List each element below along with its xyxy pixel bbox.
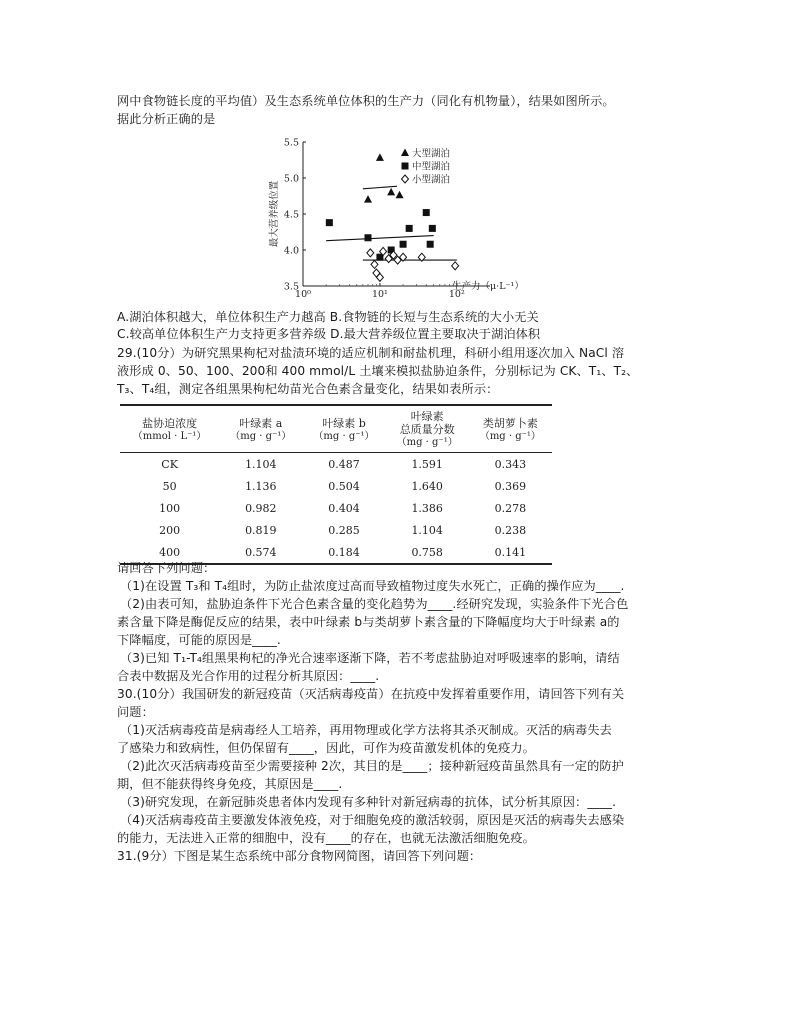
data-point-series-1 (429, 225, 436, 232)
q29-stem-line-2: 液形成 0、50、100、200和 400 mmol/L 土壤来模拟盐胁迫条件，分别标记为 CK、T₁、T₂、 (117, 364, 639, 378)
data-point-series-1 (406, 225, 413, 232)
header-main: 盐协迫浓度 (142, 416, 198, 430)
q30-sub-4-line-2: 的能力，无法进入正常的细胞中，没有____的存在，也就无法激活细胞免疫。 (117, 831, 535, 845)
x-tick-label: 10¹ (371, 289, 388, 300)
table-header-row (120, 405, 552, 453)
trend-line-series-1 (326, 236, 434, 241)
table-cell: 1.386 (411, 501, 443, 515)
table-cell: 0.238 (494, 523, 527, 537)
data-point-series-1 (365, 234, 372, 241)
table-row (120, 497, 552, 519)
header-unit: （mmol · L⁻¹） (132, 430, 207, 442)
pigment-table-wrap (120, 404, 552, 565)
header-main-2: 总质量分数 (399, 423, 455, 436)
table-cell: 1.591 (411, 457, 443, 471)
data-point-series-1 (400, 241, 407, 248)
table-cell: 0.369 (494, 479, 527, 493)
q29-sub-2-line-2: 素含量下降是酶促反应的结果，表中叶绿素 b与类胡萝卜素含量的下降幅度均大于叶绿素 a的 (117, 615, 620, 629)
header-main: 叶绿素 b (322, 416, 366, 430)
data-point-series-1 (423, 209, 430, 216)
x-tick-label: 10² (448, 289, 465, 300)
table-cell: 0.343 (494, 457, 527, 471)
table-cell: 0.758 (411, 545, 443, 559)
y-tick-label: 4.0 (283, 245, 299, 257)
q30-sub-3: （3)研究发现，在新冠肺炎患者体内发现有多种针对新冠病毒的抗体，试分析其原因：____. (120, 795, 617, 809)
header-unit: （mg · g⁻¹） (479, 430, 541, 442)
legend-label: 大型湖泊 (412, 148, 451, 160)
table-row (120, 519, 552, 541)
table-header-chl-b (302, 405, 385, 453)
header-unit: （mg · g⁻¹） (230, 430, 292, 442)
scatter-chart (265, 136, 524, 306)
legend-marker (402, 163, 409, 170)
table-cell: 0.982 (245, 501, 277, 515)
data-point-series-2 (371, 260, 378, 268)
q29-sub-3-line-2: 合表中数据及光合作用的过程分析其原因：____. (117, 669, 380, 683)
q29-sub-1: （1)在设置 T₃和 T₄组时，为防止盐浓度过高而导致植物过度失水死亡，正确的操作应为____. (120, 579, 625, 593)
data-point-series-2 (367, 249, 374, 257)
q31-stem: 31.(9分）下图是某生态系统中部分食物网简图，请回答下列问题： (117, 849, 482, 863)
q30-sub-1-line-2: 了感染力和致病性，但仍保留有____，因此，可作为疫苗激发机体的免疫力。 (117, 741, 535, 755)
table-cell: 50 (162, 479, 177, 493)
header-unit: （mg · g⁻¹） (313, 430, 375, 442)
trend-line-series-0 (363, 186, 402, 189)
options-line-2: C.较高单位体积生产力支持更多营养级 D.最大营养级位置主要取决于湖泊体积 (117, 327, 541, 341)
table-header-salt (120, 405, 219, 453)
table-header-carotenoid (469, 405, 552, 453)
data-point-series-0 (387, 188, 395, 196)
q29-stem-line-3: T₃、T₄组，测定各组黑果枸杞幼苗光合色素含量变化，结果如表所示： (117, 382, 499, 396)
q29-stem-line-1: 29.(10分）为研究黑果枸杞对盐渍环境的适应机制和耐盐机理，科研小组用逐次加入 NaCl 溶 (117, 346, 625, 360)
table-cell: 0.404 (328, 501, 360, 515)
y-axis-label: 最大营养级位置 (269, 180, 280, 248)
legend-label: 小型湖泊 (412, 174, 451, 186)
y-tick-label: 5.5 (283, 137, 299, 149)
table-cell: 0.278 (494, 501, 527, 515)
table-cell: 1.104 (411, 523, 443, 537)
table-cell: 1.640 (411, 479, 443, 493)
scatter-chart-figure (265, 136, 524, 306)
q30-stem-line-1: 30.(10分）我国研发的新冠疫苗（灭活病毒疫苗）在抗疫中发挥着重要作用，请回答下列有关 (117, 687, 625, 701)
pigment-table (120, 404, 552, 565)
table-cell: 0.487 (328, 457, 360, 471)
table-cell: CK (161, 457, 178, 471)
q30-sub-1-line-1: （1)灭活病毒疫苗是病毒经人工培养，再用物理或化学方法将其杀灭制成。灭活的病毒失去 (120, 723, 612, 737)
y-tick-label: 3.5 (283, 281, 299, 293)
data-point-series-2 (452, 262, 459, 270)
table-cell: 1.104 (245, 457, 277, 471)
x-tick-label: 10⁰ (295, 289, 311, 300)
table-header-chl-a (219, 405, 302, 453)
q30-sub-2-line-1: （2)此次灭活病毒疫苗至少需要接种 2次，其目的是____；接种新冠疫苗虽然具有一定的防护 (120, 759, 624, 773)
q29-sub-2-line-3: 下降幅度，可能的原因是____. (117, 633, 281, 647)
table-cell: 200 (159, 523, 181, 537)
x-axis-label: 生产力（μ·L⁻¹） (452, 281, 524, 292)
table-cell: 100 (159, 501, 181, 515)
options-line-1: A.湖泊体积越大，单位体积生产力越高 B.食物链的长短与生态系统的大小无关 (117, 310, 539, 324)
table-row (120, 475, 552, 497)
y-tick-label: 5.0 (283, 173, 299, 185)
q30-stem-line-2: 问题： (117, 705, 154, 719)
intro-text-line-2: 据此分析正确的是 (117, 112, 216, 126)
q29-sub-3-line-1: （3)已知 T₁-T₄组黑果枸杞的净光合速率逐渐下降，若不考虑盐胁迫对呼吸速率的影响，请结 (120, 651, 620, 665)
q29-sub-2-line-1: （2)由表可知，盐胁迫条件下光合色素含量的变化趋势为____.经研究发现，实验条件下光合色 (120, 597, 629, 611)
q29-prompt: 请回答下列问题： (117, 561, 216, 575)
header-unit: （mg · g⁻¹） (396, 437, 458, 448)
data-point-series-1 (427, 241, 434, 248)
header-main: 叶绿素 (410, 410, 444, 423)
data-point-series-1 (326, 219, 333, 226)
table-header-chl-total (386, 405, 469, 453)
y-tick-label: 4.5 (283, 209, 299, 221)
data-point-series-0 (364, 195, 372, 203)
intro-text-line-1: 网中食物链长度的平均值）及生态系统单位体积的生产力（同化有机物量），结果如图所示。 (117, 94, 615, 108)
legend-label: 中型湖泊 (412, 161, 451, 173)
q30-sub-4-line-1: （4)灭活病毒疫苗主要激发体液免疫，对于细胞免疫的激活较弱，原因是灭活的病毒失去感染 (120, 813, 625, 827)
data-point-series-0 (376, 153, 384, 161)
table-cell: 0.504 (328, 479, 360, 493)
header-main: 叶绿素 a (239, 416, 283, 430)
table-cell: 0.141 (494, 545, 527, 559)
table-cell: 0.819 (245, 523, 277, 537)
table-row (120, 453, 552, 476)
header-main: 类胡萝卜素 (482, 416, 538, 430)
q30-sub-2-line-2: 期，但不能获得终身免疫，其原因是____. (117, 777, 343, 791)
table-cell: 1.136 (245, 479, 277, 493)
table-cell: 0.184 (328, 545, 360, 559)
table-cell: 400 (159, 545, 181, 559)
table-cell: 0.574 (245, 545, 277, 559)
table-cell: 0.285 (328, 523, 360, 537)
data-point-series-0 (396, 191, 404, 199)
